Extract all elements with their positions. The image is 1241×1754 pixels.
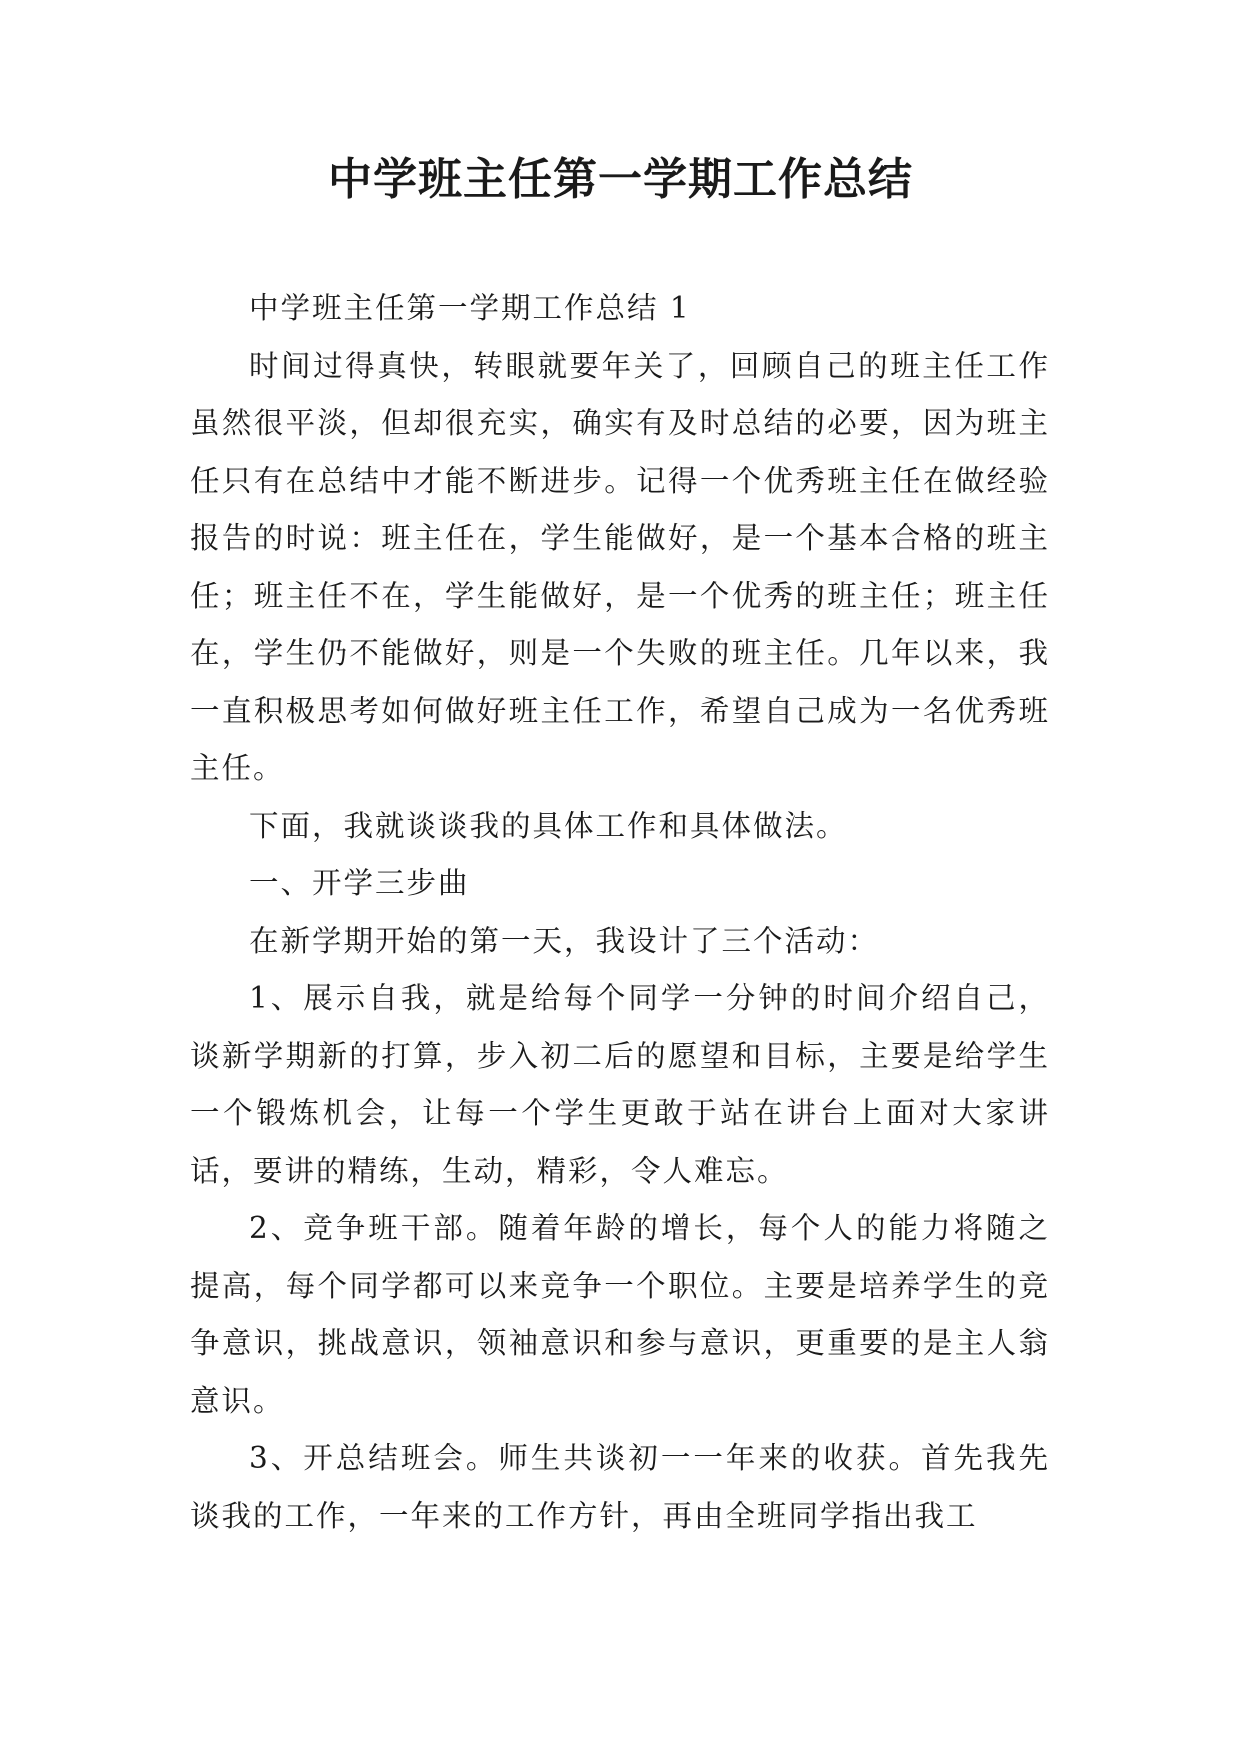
paragraph-subtitle: 中学班主任第一学期工作总结 1 — [249, 291, 691, 325]
paragraph-intro: 时间过得真快，转眼就要年关了，回顾自己的班主任工作虽然很平淡，但却很充实，确实有及时总结的必要，因为班主任只有在总结中才能不断进步。记得一个优秀班主任在做经验报告的时说：班主任在，学生能做好，是一个基本合格的班主任；班主任不在，学生能做好，是一个优秀的班主任；班主任在，学生仍不能做好，则是一个失败的班主任。几年以来，我一直积极思考如何做好班主任工作，希望自己成为一名优秀班主任。 — [190, 348, 1050, 785]
list-item-3: 3、开总结班会。师生共谈初一一年来的收获。首先我先谈我的工作，一年来的工作方针，再由全班同学指出我工 — [190, 1441, 1050, 1533]
paragraph-transition: 下面，我就谈谈我的具体工作和具体做法。 — [249, 808, 848, 843]
document-body — [190, 280, 1050, 1545]
list-item-2: 2、竞争班干部。随着年龄的增长，每个人的能力将随之提高，每个同学都可以来竞争一个职位。主要是培养学生的竞争意识，挑战意识，领袖意识和参与意识，更重要的是主人翁意识。 — [190, 1211, 1050, 1418]
list-item-1: 1、展示自我，就是给每个同学一分钟的时间介绍自己，谈新学期新的打算，步入初二后的愿望和目标，主要是给学生一个锻炼机会，让每一个学生更敢于站在讲台上面对大家讲话，要讲的精练，生动，精彩，令人难忘。 — [190, 981, 1050, 1188]
section-heading-1: 一、开学三步曲 — [249, 866, 470, 900]
paragraph-activities-intro: 在新学期开始的第一天，我设计了三个活动： — [249, 923, 880, 958]
document-title: 中学班主任第一学期工作总结 — [328, 154, 913, 205]
